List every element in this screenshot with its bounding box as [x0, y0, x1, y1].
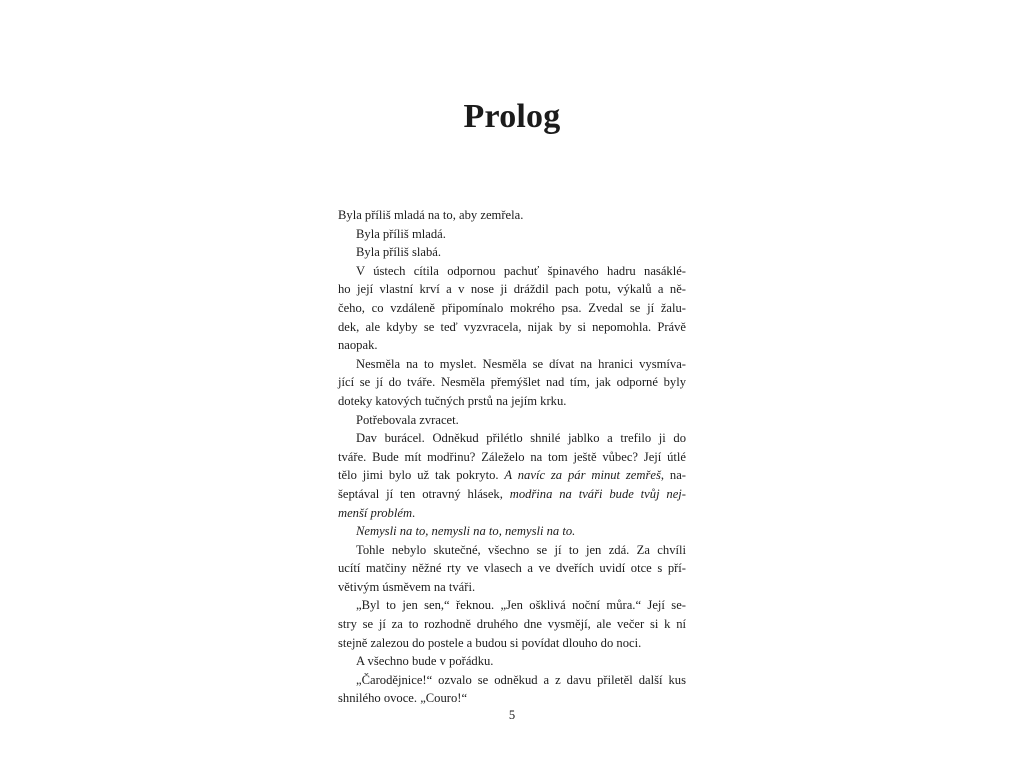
- text-segment: V ústech cítila odpornou pachuť špinavého hadru nasáklé-: [356, 263, 686, 278]
- text-segment: A všechno bude v pořádku.: [356, 654, 494, 669]
- text-segment: stejně zalezou do postele a budou si povídat dlouho do noci.: [338, 635, 642, 650]
- text-line: [338, 243, 686, 262]
- text-segment: tváře. Bude mít modřinu? Záleželo na tom ještě vůbec? Její útlé: [338, 449, 686, 464]
- text-line: [338, 355, 686, 374]
- text-segment: ucítí matčiny něžné rty ve vlasech a ve dveřích uvidí otce s pří-: [338, 561, 686, 576]
- text-line: [338, 448, 686, 467]
- text-line: [338, 578, 686, 597]
- text-line: [338, 559, 686, 578]
- text-line: [338, 280, 686, 299]
- text-segment: doteky katových tučných prstů na jejím krku.: [338, 393, 567, 408]
- text-segment: shnilého ovoce. „Couro!“: [338, 691, 468, 706]
- text-segment: tělo jimi bylo už tak pokryto.: [338, 468, 505, 483]
- text-line: [338, 429, 686, 448]
- text-line: [338, 299, 686, 318]
- text-line: [338, 615, 686, 634]
- chapter-body-text: [338, 206, 686, 708]
- text-segment: Potřebovala zvracet.: [356, 412, 459, 427]
- text-segment: ho její vlastní krví a v nose ji dráždil pach potu, výkalů a ně-: [338, 282, 686, 297]
- text-segment: čeho, co vzdáleně připomínalo mokrého psa. Zvedal se jí žalu-: [338, 300, 686, 315]
- text-segment: stry se jí za to rozhodně druhého dne vysmějí, ale večer si k ní: [338, 617, 686, 632]
- italic-text-segment: menší problém: [338, 505, 413, 520]
- text-line: [338, 206, 686, 225]
- text-line: [338, 336, 686, 355]
- text-line: [338, 411, 686, 430]
- page-number: 5: [508, 708, 516, 722]
- text-line: [338, 466, 686, 485]
- text-line: [338, 671, 686, 690]
- text-line: [338, 689, 686, 708]
- text-line: [338, 652, 686, 671]
- text-line: [338, 392, 686, 411]
- text-segment: naopak.: [338, 338, 378, 353]
- text-line: [338, 318, 686, 337]
- text-segment: „Byl to jen sen,“ řeknou. „Jen ošklivá noční můra.“ Její se-: [356, 598, 686, 613]
- text-segment: Byla příliš mladá.: [356, 226, 446, 241]
- text-segment: větivým úsměvem na tváři.: [338, 579, 476, 594]
- text-segment: Nesměla na to myslet. Nesměla se dívat na hranici vysmíva-: [356, 356, 686, 371]
- italic-text-segment: modřina na tváři bude tvůj nej-: [509, 486, 686, 501]
- text-line: [338, 504, 686, 523]
- text-segment: Tohle nebylo skutečné, všechno se jí to jen zdá. Za chvíli: [356, 542, 686, 557]
- text-line: [338, 522, 686, 541]
- text-line: [338, 634, 686, 653]
- text-line: [338, 262, 686, 281]
- text-segment: dek, ale kdyby se teď vyzvracela, nijak by si nepomohla. Právě: [338, 319, 686, 334]
- text-segment: Byla příliš slabá.: [356, 245, 441, 260]
- italic-text-segment: A navíc za pár minut zemřeš: [504, 468, 661, 483]
- italic-text-segment: Nemysli na to, nemysli na to, nemysli na to.: [356, 524, 576, 539]
- text-line: [338, 373, 686, 392]
- chapter-title: Prolog: [463, 98, 561, 135]
- text-segment: .: [412, 505, 416, 520]
- text-segment: , na-: [660, 468, 686, 483]
- text-line: [338, 485, 686, 504]
- text-line: [338, 596, 686, 615]
- text-segment: šeptával jí ten otravný hlásek,: [338, 486, 510, 501]
- text-line: [338, 225, 686, 244]
- text-segment: jící se jí do tváře. Nesměla přemýšlet nad tím, jak odporné byly: [338, 375, 686, 390]
- text-segment: Dav burácel. Odněkud přilétlo shnilé jablko a trefilo ji do: [356, 431, 686, 446]
- text-segment: Byla příliš mladá na to, aby zemřela.: [338, 208, 524, 222]
- text-line: [338, 541, 686, 560]
- text-segment: „Čarodějnice!“ ozvalo se odněkud a z davu přiletěl další kus: [356, 672, 686, 687]
